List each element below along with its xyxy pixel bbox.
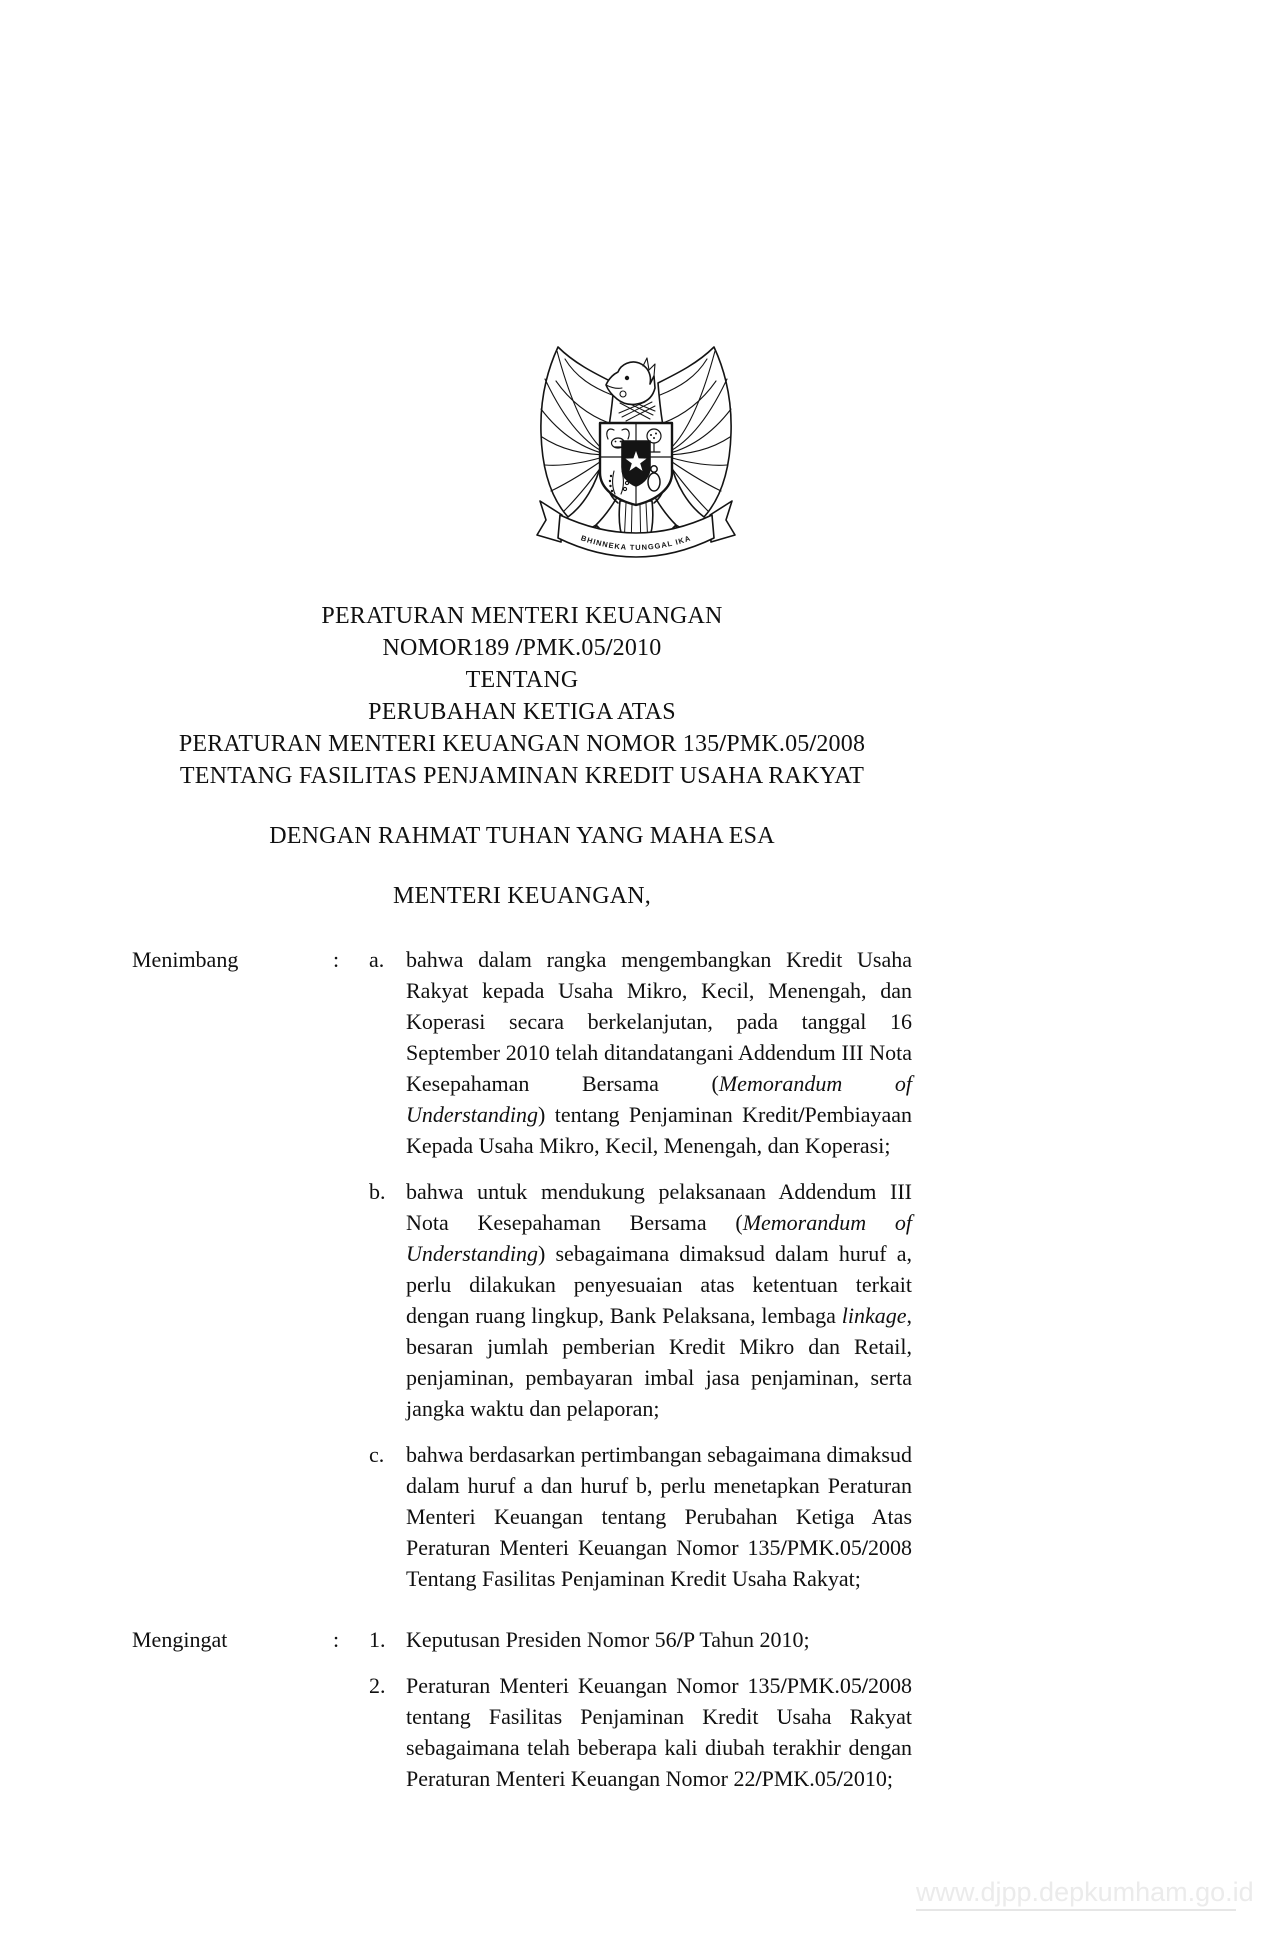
title-block — [132, 600, 912, 912]
consideration-item — [369, 1176, 912, 1424]
section-colon: : — [333, 1627, 340, 1652]
item-marker: 2. — [369, 1673, 386, 1698]
section-label: Menimbang — [132, 947, 239, 972]
item-marker: b. — [369, 1179, 386, 1204]
doc-number-line: NOMOR189 /PMK.05/2010 — [382, 635, 662, 661]
consideration-list — [369, 944, 912, 1594]
doc-title-line-4: PERUBAHAN KETIGA ATAS — [368, 699, 676, 725]
pancasila-shield — [600, 423, 672, 505]
item-text: Keputusan Presiden Nomor 56/P Tahun 2010; — [406, 1627, 810, 1652]
section-mengingat — [132, 1624, 912, 1794]
motto-text: BHINNEKA TUNGGAL IKA — [579, 533, 693, 553]
neck-feathers — [619, 402, 655, 421]
consideration-item — [369, 944, 912, 1161]
authority-line: MENTERI KEUANGAN, — [392, 883, 652, 909]
item-marker: a. — [369, 947, 385, 972]
item-text: bahwa berdasarkan pertimbangan sebagaimana dimaksud dalam huruf a dan huruf b, perlu menetapkan Peraturan Menteri Keuangan tentang Perubahan Ketiga Atas Peraturan Menteri Keuangan Nomor 135/PMK.05/2008 Tentang Fasilitas Penjaminan Kredit Usaha Rakyat; — [406, 1442, 912, 1591]
item-text: bahwa untuk mendukung pelaksanaan Addendum III Nota Kesepahaman Bersama (Memorandum of Understanding) sebagaimana dimaksud dalam huruf a, perlu dilakukan penyesuaian atas ketentuan terkait dengan ruang lingkup, Bank Pelaksana, lembaga linkage, besaran jumlah pemberian Kredit Mikro dan Retail, penjaminan, pembayaran imbal jasa penjaminan, serta jangka waktu dan pelaporan; — [406, 1179, 912, 1421]
item-marker: 1. — [369, 1627, 386, 1652]
item-text: Peraturan Menteri Keuangan Nomor 135/PMK.05/2008 tentang Fasilitas Penjaminan Kredit Usaha Rakyat sebagaimana telah beberapa kali diubah terakhir dengan Peraturan Menteri Keuangan Nomor 22/PMK.05/2010; — [406, 1673, 912, 1791]
item-text: bahwa dalam rangka mengembangkan Kredit Usaha Rakyat kepada Usaha Mikro, Kecil, Menengah, dan Koperasi secara berkelanjutan, pada tanggal 16 September 2010 telah ditandatangani Addendum III Nota Kesepahaman Bersama (Memorandum of Understanding) tentang Penjaminan Kredit/Pembiayaan Kepada Usaha Mikro, Kecil, Menengah, dan Koperasi; — [406, 947, 912, 1158]
garuda-pancasila-emblem — [536, 344, 736, 566]
doc-title-line-6: TENTANG FASILITAS PENJAMINAN KREDIT USAHA RAKYAT — [179, 763, 865, 789]
legal-basis-item — [369, 1670, 912, 1794]
watermark-url: www.djpp.depkumham.go.id — [916, 1879, 1236, 1911]
section-label: Mengingat — [132, 1627, 228, 1652]
garuda-emblem-svg — [536, 344, 736, 566]
doc-title-line-1: PERATURAN MENTERI KEUANGAN — [321, 603, 723, 629]
consideration-item — [369, 1439, 912, 1594]
section-colon: : — [333, 947, 340, 972]
section-menimbang — [132, 944, 912, 1594]
doc-title-line-3: TENTANG — [465, 667, 579, 693]
item-marker: c. — [369, 1442, 385, 1467]
legal-basis-item — [369, 1624, 912, 1655]
doc-title-line-5: PERATURAN MENTERI KEUANGAN NOMOR 135/PMK.05/2008 — [178, 731, 866, 757]
invocation-line: DENGAN RAHMAT TUHAN YANG MAHA ESA — [269, 823, 775, 849]
legal-basis-list — [369, 1624, 912, 1794]
document-body — [132, 944, 912, 1794]
